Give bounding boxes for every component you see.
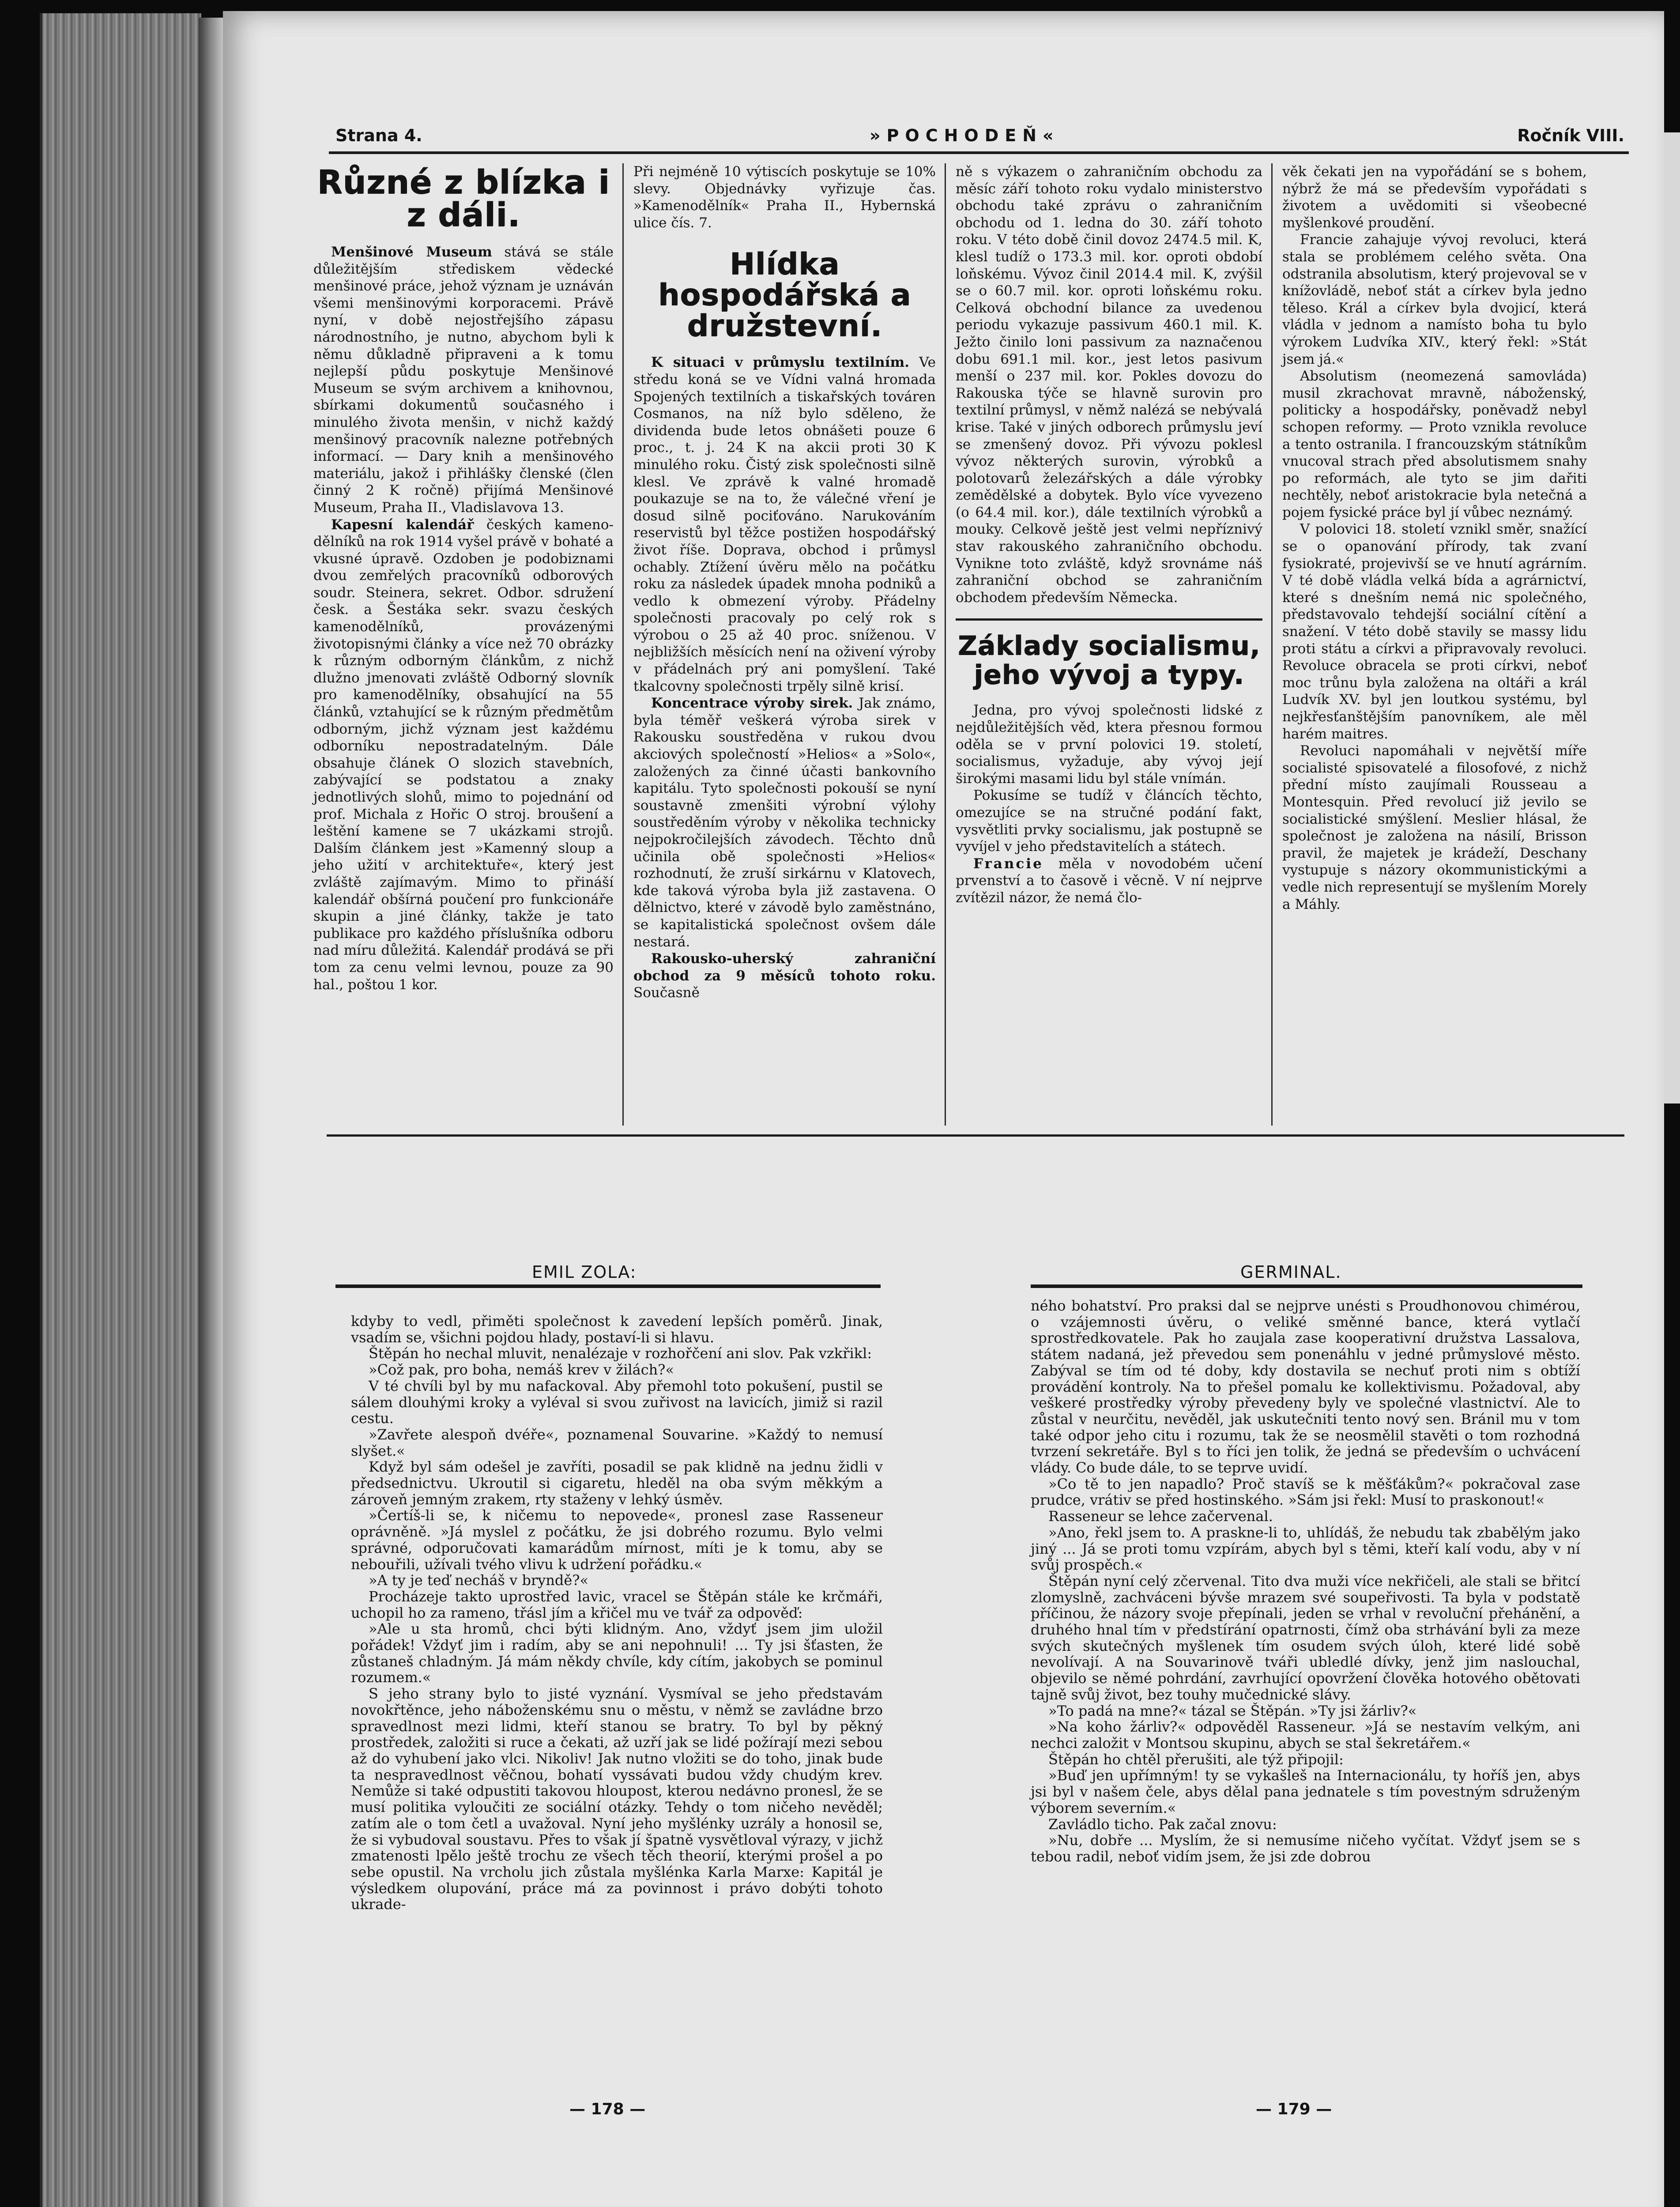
article-text: Francie zahajuje vývoj revoluci, která stala se problémem celého světa. Ona odstranila absolutism, který projevoval se v knížovládě, neboť stát a církev byla jedno těleso. Král a církev byla dvojicí, která vládla v jednom a namísto boha tu bylo výrokem Ludvíka XIV., který řekl: »Stát jsem já.« (1282, 232, 1587, 367)
lead-zahranicni-obchod: Rakousko-uherský zahraniční obchod za 9 měsíců tohoto roku. (633, 951, 936, 984)
page-gutter-shadow (199, 18, 225, 2207)
feuilleton-column-left (351, 1313, 883, 1913)
novel-paragraph: Štěpán nyní celý zčervenal. Tito dva muži více nekřičeli, ale stali se břitcí zlomyslně, zachváceni bývše mrazem své soupeřivosti. Ta byla v podstatě příčinou, že názory svoje přepínali, jeden se vrhal v revoluční přehánění, a druhého hnal tím v předstírání opatrnosti, čímž oba strhávání byli za meze svých skutečných myšlenek tím osudem svých úloh, které lidé sobě nevolívají. A na Souvarinově tváři ubledlé dívky, jenž jim naslouchal, objevilo se němé pohrdání, zavrhující opovržení člověka hotového obětovati tajně svůj život, bez touhy mučednické slávy. (1031, 1572, 1580, 1703)
article-text: českých kamenodělníků na rok 1914 vyšel právě v bohaté a vkusné úpravě. Ozdoben je podobiznami dvou zemřelých pracovníků odborových soudr. Steinera, sekret. Odbor. sdružení česk. a Šestáka sekr. svazu českých kamenodělníků, provázenými životopisnými články a více než 70 obrázky k různým odborným článkům, z nichž dlužno jmenovati zvláště Odborný slovník pro kamenodělníky, obsahující na 55 článků, vztahující se k různým předmětům odborným, jichž význam jest každému odborníku nepostradatelným. Dále obsahuje článek O slozich stavebních, zabývající se podstatou a znaky jednotlivých slohů, mimo to pojednání od prof. Michala z Hořic O stroj. broušení a leštění kamene se 7 ukázkami strojů. Dalším článkem jest »Kamenný sloup a jeho užití v architektuře«, který jest zvláště zajímavým. Mimo to přináší kalendář obšírná poučení pro funkcionáře skupin a jiné články, takže je tato publikace pro každého příslušníka odboru nad míru důležitá. Kalendář prodává se při tom za cenu velmi levnou, pouze za 90 hal., poštou 1 kor. (313, 516, 614, 993)
column-divider (945, 163, 946, 1126)
column-1 (313, 163, 614, 993)
novel-paragraph: Procházeje takto uprostřed lavic, vracel se Štěpán stále ke krčmáři, uchopil ho za rameno, třásl jím a křičel mu ve tvář za odpověď: (351, 1588, 883, 1621)
article-text: Současně (633, 985, 700, 1001)
article-text: Ve středu koná se ve Vídni valná hromada Spojených textilních a tiskařských továren Cosmanos, na níž bylo sděleno, že dividenda bude letos obnášeti pouze 6 proc., t. j. 24 K na akcii proti 30 K minulého roku. Čistý zisk společnosti silně klesl. Ve zprávě k valné hromadě poukazuje se na to, že válečné vření je dosud silně pociťováno. Narukováním reservistů byl těžce postižen hospodářský život říše. Doprava, obchod i průmysl ochably. Ztížení úvěru mělo na počátku roku za následek úpadek mnoha podniků a vedlo k obmezení výroby. Přádelny společnosti pracovaly po celý rok s výrobou o 25 až 40 proc. sníženou. V nejbližších měsících není na oživení výroby v přádelnách prý ani pomyšlení. Také tkalcovny společnosti trpěly silně krisí. (633, 354, 936, 694)
column-divider (622, 163, 624, 1126)
page-body-rule (327, 1134, 1624, 1137)
article-text: Jedna, pro vývoj společnosti lidské z nejdůležitějších věd, ktera přesnou formou oděla se v první polovici 19. století, socialismus, vyžaduje, aby vývoj její širokými masami lidu byl stále vnímán. (956, 702, 1262, 787)
article-text: Jak známo, byla téměř veškerá výroba sirek v Rakousku soustředěna v rukou dvou akciových společností »Helios« a »Solo«, založených za činné účasti bankovního kapitálu. Tyto společnosti pokouší se nyní soustavně zmenšiti výrobní výlohy soustředěním výroby v několika technicky nejpokročilejších závodech. Těchto dnů učinila obě společnosti »Helios« rozhodnutí, že zruší sirkárnu v Klatovech, kde taková výroba byla již zastavena. O dělnictvo, které v závodě bylo zaměstnáno, se kapitalistická společnost ovšem dále nestará. (633, 695, 936, 950)
article-text: Absolutism (neomezená samovláda) musil zkrachovat mravně, náboženský, politicky a hospodářsky, poněvadž nebyl schopen reformy. — Proto vznikla revoluce a tento ostranila. I francouzským státníkům vnucoval strach před absolutismem snahy po reformách, ale tyto se jim dařiti nechtěly, neboť aristokracie byla netečná a pojem fysické práce byl jí vůbec neznámý. (1282, 368, 1587, 520)
folio-right: — 179 — (1256, 2100, 1332, 2118)
novel-paragraph: V té chvíli byl by mu nafackoval. Aby přemohl toto pokušení, pustil se sálem dlouhými kroky a vyléval si svou zuřivost na lavicích, jimiž si razil cestu. (351, 1377, 883, 1427)
novel-paragraph: S jeho strany bylo to jisté vyznání. Vysmíval se jeho představám novokřtěnce, jeho náboženskému snu o městu, v němž se zavládne brzo spravedlnost mezi lidmi, kteří stanou se bratry. To byl by pěkný prostředek, založiti si ruce a čekati, až uzří jak se lidé požírají mezi sebou až do vyhubení jako vlci. Nikoliv! Jak nutno vložiti se do toho, jinak bude ta nespravedlnost věčnou, bohatí vyssávati budou vždy chudým krev. Nemůže si také odpustiti takovou hloupost, kterou nedávno pronesl, že se musí politika vyloučiti ze sociální otázky. Tehdy o tom ničeho nevěděl; zatím ale o tom četl a uvažoval. Nyní jeho myšlénky uzrály a honosil se, že si vybudoval soustavu. Přes to však jí špatně vysvětloval výrazy, v jichž zmatenosti lpělo ještě trochu ze všech těch theorií, kterými prošel a po sebe opustil. Na vrcholu jich zůstala myšlénka Karla Marxe: Kapitál je výsledkem olupování, práce má za povinnost i právo dobýti tohoto ukrade- (351, 1685, 883, 1913)
section-heading-ruzne: Různé z blízka i z dáli. (317, 163, 610, 234)
article-text: stává se stále důležitějším střediskem vědecké menšinové práce, jehož význam je uznáván všemi menšinovými korporacemi. Právě nyní, v době nejostřejšího zápasu národnostního, je nutno, abychom byli k němu důkladně připraveni a k tomu nejlepší půdu poskytuje Menšinové Museum se svým archivem a knihovnou, sbírkami dokumentů současného i minulého života menšin, v nichž každý menšinový pracovník nalezne potřebných informací. — Dary knih a menšinového materiálu, jakož i přihlášky členské (člen činný 2 K ročně) přijímá Menšinové Museum, Praha II., Vladislavova 13. (313, 244, 614, 516)
novel-paragraph: »Nu, dobře ... Myslím, že si nemusíme ničeho vyčítat. Vždyť jsem se s tebou radil, neboť vidím jsem, že jsi zde dobrou (1031, 1832, 1580, 1865)
lead-francie: Francie (973, 855, 1043, 872)
column-divider (1271, 163, 1273, 1126)
feuilleton-author: EMIL ZOLA: (532, 1262, 637, 1282)
lead-kapesni-kalendar: Kapesní kalendář (331, 516, 474, 533)
novel-paragraph: Když byl sám odešel je zavříti, posadil se pak klidně na jednu židli v předsednictvu. Ukroutil si cigaretu, hleděl na oba svým měkkým a zároveň jemným zrakem, rty staženy v lehký úsměv. (351, 1458, 883, 1508)
book-binding (40, 13, 201, 2207)
article-text: ně s výkazem o zahraničním obchodu za měsíc září tohoto roku vydalo ministerstvo obchodu také zprávu o zahraničním obchodu od 1. ledna do 30. září tohoto roku. V této době činil dovoz 2474.5 mil. K, klesl tudíž o 173.3 mil. kor. oproti období loňskému. Vývoz činil 2014.4 mil. K, zvýšil se o 60.7 mil. kor. oproti loňskému roku. Celková obchodní bilance za uvedenou periodu vykazuje passivum 460.1 mil. K. Ježto činilo loni passivum za naznačenou dobu 691.1 mil. kor., jest letos pasivum menší o 237 mil. kor. Pokles dovozu do Rakouska týče se hlavně surovin pro textilní průmysl, v němž nalézá se nebývalá krise. Také v jiných odborech průmyslu jeví se zmenšený dovoz. Při vývozu poklesl vývoz některých surovin, výrobků a polotovarů železářských a dále výrobky zemědělské a dobytek. Bylo více vyvezeno (o 64.4 mil. kor.), dále textilních výrobků a mouky. Celkově ještě jest velmi nepříznivý stav rakouského zahraničního obchodu. Vynikne toto zvláště, když srovnáme náš zahraniční obchod se zahraničním obchodem především Německa. (956, 164, 1262, 606)
section-heading-hlidka: Hlídka hospodářská a družstevní. (658, 247, 912, 344)
novel-paragraph: Štěpán ho nechal mluvit, nenalézaje v rozhořčení ani slov. Pak vzkřikl: (369, 1345, 872, 1362)
novel-paragraph: »Zavřete alespoň dvéře«, poznamenal Souvarine. »Každý to nemusí slyšet.« (351, 1426, 883, 1459)
column-3 (956, 163, 1262, 907)
running-head (335, 126, 1624, 152)
column-2 (633, 163, 936, 1002)
novel-paragraph: »A ty je teď necháš v bryndě?« (369, 1572, 589, 1589)
novel-paragraph: »Což pak, pro boha, nemáš krev v žilách?« (369, 1361, 674, 1378)
article-text: V polovici 18. století vznikl směr, snažící se o opanování přírody, tak zvaní fysiokraté, projevivší se ve hnutí agrárním. V té době vládla velká bída a agrárnictví, které s dnešním nemá nic společného, představovalo tehdejší sociální cítění a snažení. V této době stavily se massy lidu proti státu a církvi a připravovaly revoluci. Revoluce obracela se proti církvi, neboť moc trůnu byla založena na oltáři a král Ludvík XV. byl jen loutkou systému, byl nejkřesťanštějším panovníkem, ale měl harém maitres. (1282, 521, 1587, 742)
article-text: věk čekati jen na vypořádání se s bohem, nýbrž že má se především vypořádati s životem a uvědomiti si všeobecné myšlenkové proudění. (1282, 164, 1587, 231)
folio-left: — 178 — (569, 2100, 646, 2118)
feuilleton-rule-left (335, 1284, 881, 1288)
volume-label: Ročník VIII. (1517, 126, 1624, 145)
lead-koncentrace-sirek: Koncentrace výroby sirek. (651, 695, 853, 712)
article-text: měla v novodobém učení prvenství a to časově i věcně. V ní nejprve zvítězil názor, že nemá člo- (956, 855, 1262, 906)
feuilleton-column-right (1031, 1298, 1580, 1865)
novel-paragraph: ného bohatství. Pro praksi dal se nejprve unésti s Proudhonovou chimérou, o vzájemnosti úvěru, o veliké směnné bance, která vytlačí sprostředkovatele. Pak ho zaujala zase kooperativní družstva Lassalova, státem nadaná, jež převedou sem ponenáhlu v jedné průmyslové město. Zabýval se tím od té doby, kdy dostavila se nechuť proti nim s obtíží provádění kontroly. Na to přešel pomalu ke kollektivismu. Požadoval, aby veškeré prostředky výroby převedeny byly ve společné vlastnictví. Ale to zůstal v neurčitu, nevěděl, jak uskutečniti tento nový sen. Bránil mu v tom také odpor jeho citu i rozumu, tak že se neosmělil stavěti o tom rozhodná tvrzení sekretáře. Byl s to říci jen tolik, že jedná se především o uchvácení vlády. Co bude dále, to se teprve uvidí. (1031, 1297, 1580, 1476)
page-number-label: Strana 4. (335, 126, 422, 145)
article-text: Při nejméně 10 výtiscích poskytuje se 10% slevy. Objednávky vyřizuje čas. »Kamenodělník« Praha II., Hybernská ulice čís. 7. (633, 164, 936, 231)
newspaper-page (223, 11, 1664, 2207)
section-heading-zaklady: Základy socialismu, jeho vývoj a typy. (957, 630, 1261, 691)
section-rule (956, 618, 1262, 621)
header-rule (329, 151, 1629, 154)
masthead-title: »POCHODEŇ« (870, 126, 1060, 145)
feuilleton-rule-right (1031, 1284, 1582, 1288)
feuilleton-title: GERMINAL. (1240, 1262, 1342, 1282)
article-text: Pokusíme se tudíž v článcích těchto, omezujíce se na stručné podání fakt, vysvětliti prvky socialismu, jak postupně se vyvíjel v jeho představitelích a státech. (956, 787, 1262, 855)
article-text: Revoluci napomáhali v největší míře socialisté spisovatelé a filosofové, z nichž přední místo zaujímali Rousseau a Montesquin. Před revolucí již jevilo se socialistické smýšlení. Meslier hlásal, že společnost je založena na násilí, Brisson pravil, že majetek je krádeží, Deschany vystupuje s názory okommunistickými a vedle nich representují se myšlením Morely a Máhly. (1282, 743, 1587, 912)
novel-paragraph: kdyby to vedl, přiměti společnost k zavedení lepších poměrů. Jinak, vsadím se, všichni pojdou hlady, postaví-li si hlavu. (351, 1313, 883, 1346)
novel-paragraph: Rasseneur se lehce začervenal. (1048, 1508, 1273, 1525)
novel-paragraph: »Buď jen upřímným! ty se vykašleš na Internacionálu, ty hoříš jen, abys jsi byl v našem čele, abys dělal pana jednatele s tím povestným sdruženým výborem severním.« (1031, 1767, 1580, 1816)
novel-paragraph: »Na koho žárliv?« odpověděl Rasseneur. »Já se nestavím velkým, ani nechci založit v Montsou skupinu, abych se stal šekretářem.« (1031, 1718, 1580, 1751)
novel-paragraph: Štěpán ho chtěl přerušiti, ale týž připojil: (1048, 1751, 1344, 1768)
novel-paragraph: Zavládlo ticho. Pak začal znovu: (1048, 1815, 1277, 1833)
novel-paragraph: »Ano, řekl jsem to. A praskne-li to, uhlídáš, že nebudu tak zbabělým jako jiný ... Já se proti tomu vzpírám, abych byl s těmi, kteří kalí vodu, aby v ní svůj prospěch.« (1031, 1524, 1580, 1574)
novel-paragraph: »Co tě to jen napadlo? Proč stavíš se k měšťákům?« pokračoval zase prudce, vrátiv se před hostinského. »Sám jsi řekl: Musí to praskonout!« (1031, 1475, 1580, 1509)
novel-paragraph: »Čertíš-li se, k ničemu to nepovede«, pronesl zase Rasseneur oprávněně. »Já myslel z počátku, že jsi dobrého rozumu. Bylo velmi správné, odporučovati kamarádům mírnost, míti je k tomu, aby se nebouřili, užívali tvého vlivu k udržení pořádku.« (351, 1507, 883, 1573)
column-4 (1282, 163, 1587, 913)
lead-textilni-prumysl: K situaci v průmyslu textilním. (651, 354, 910, 371)
novel-paragraph: »To padá na mne?« tázal se Štěpán. »Ty jsi žárliv?« (1048, 1702, 1417, 1719)
lead-menšinove-museum: Menšinové Museum (331, 244, 492, 260)
novel-paragraph: »Ale u sta hromů, chci býti klidným. Ano, vždyť jsem jim uložil pořádek! Vždyť jim i radím, aby se ani nepohnuli! ... Ty jsi šťasten, že zůstaneš chladným. Já mám někdy chvíle, kdy cítím, jakobych se pominul rozumem.« (351, 1620, 883, 1686)
